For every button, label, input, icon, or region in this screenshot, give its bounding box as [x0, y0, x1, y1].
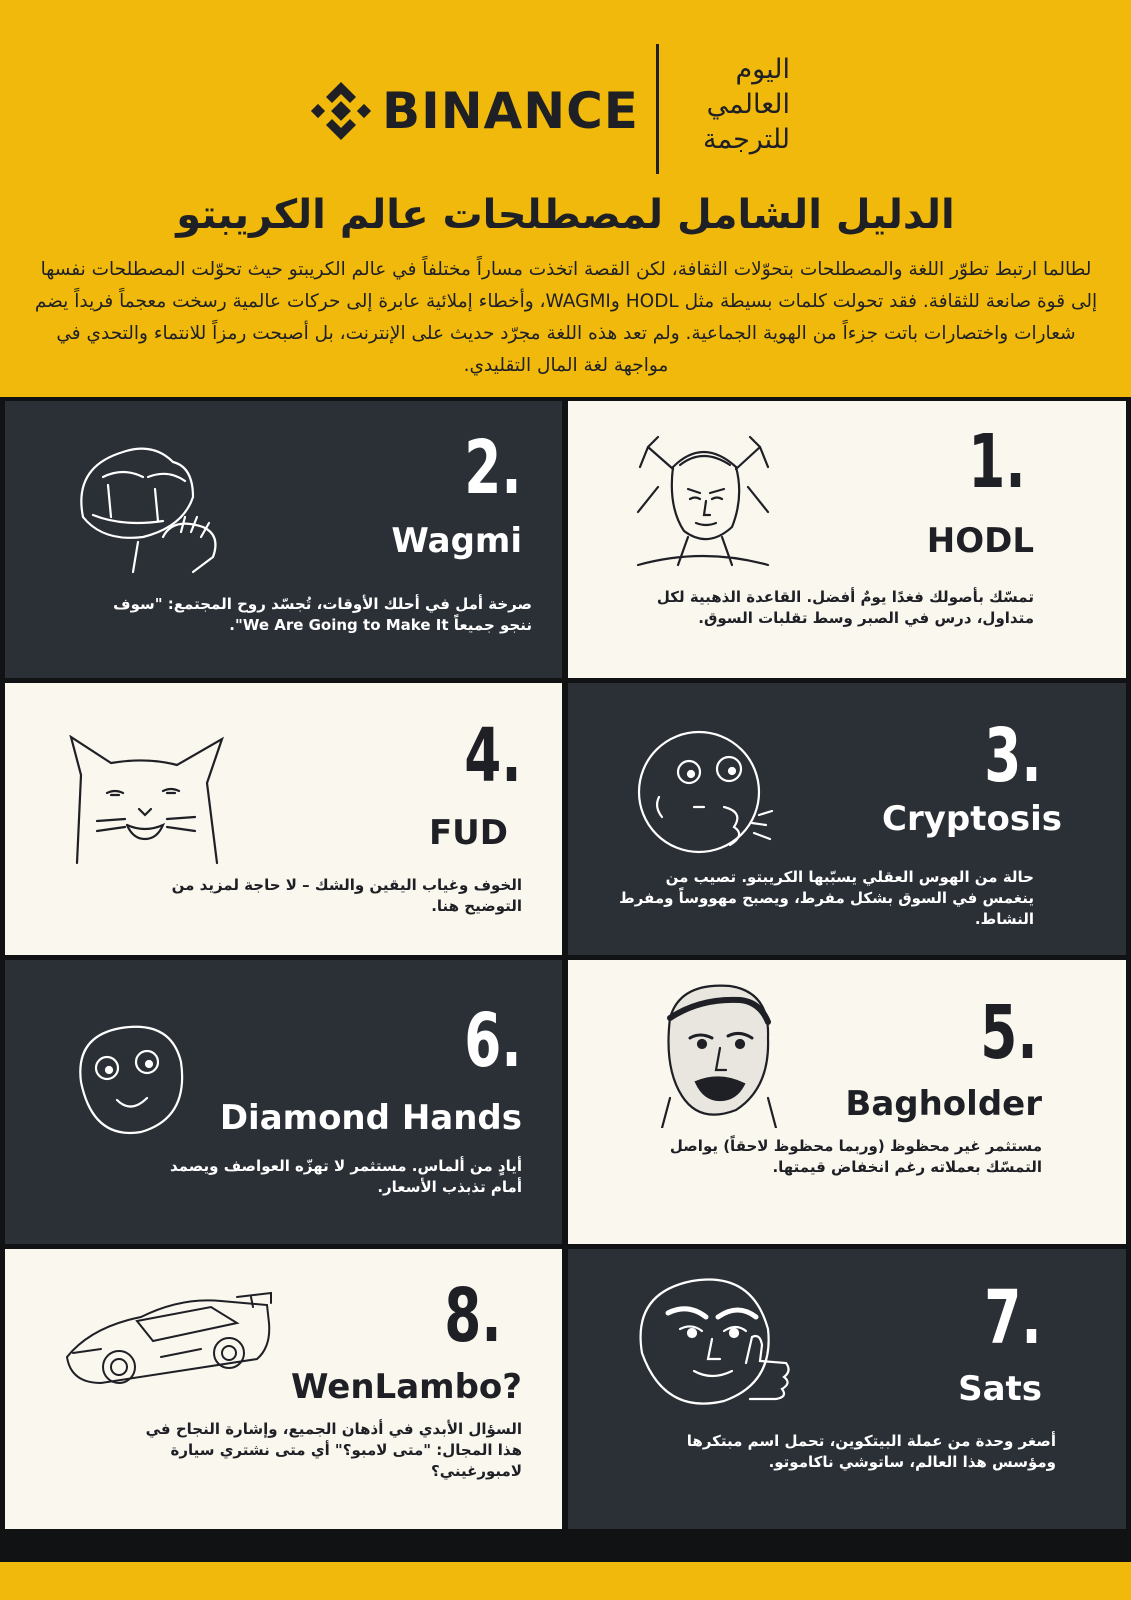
card-number: 2.: [464, 425, 522, 511]
smiling-blob-icon: [71, 1022, 191, 1140]
term-card-wenlambo: [5, 1249, 562, 1529]
card-term: Cryptosis: [882, 799, 1062, 839]
card-description: صرخة أمل في أحلك الأوقات، تُجسّد روح المجتمع: "سوف ننجو جميعاً We Are Going to Make It".: [113, 595, 532, 634]
binance-logo: [308, 78, 639, 144]
header: [0, 0, 1131, 396]
sports-car-icon: [61, 1287, 275, 1395]
term-card-hodl: [568, 401, 1126, 678]
footer-bar: [0, 1562, 1131, 1600]
event-line: العالمي: [706, 89, 790, 120]
yao-ming-face-icon: [640, 978, 800, 1128]
card-description: تمسّك بأصولك فغدًا يومٌ أفضل. القاعدة الذهبية لكل متداول، درس في الصبر وسط تقلبات السوق.: [656, 588, 1034, 627]
term-card-wagmi: [5, 401, 562, 678]
card-term: Sats: [958, 1369, 1042, 1409]
card-description: حالة من الهوس العقلي يسبّبها الكريبتو. تصيب من ينغمس في السوق بشكل مفرط، ويصبح مهووساً ومفرط النشاط.: [619, 868, 1034, 928]
card-term: FUD: [428, 813, 508, 853]
event-line: للترجمة: [703, 124, 790, 155]
stressed-man-icon: [618, 427, 788, 567]
card-description: أصغر وحدة من عملة البيتكوين، تحمل اسم مبتكرها ومؤسس هذا العالم، ساتوشي ناكاموتو.: [686, 1432, 1056, 1471]
term-card-diamond-hands: [5, 960, 562, 1244]
event-line: اليوم: [735, 54, 790, 85]
term-card-fud: [5, 683, 562, 955]
event-name: [690, 52, 790, 157]
thumbs-up-face-icon: [628, 1273, 798, 1417]
terms-grid: [0, 397, 1131, 1562]
card-term: WenLambo?: [290, 1367, 522, 1407]
card-term: HODL: [926, 521, 1034, 561]
card-description: مستثمر غير محظوظ (وربما محظوظ لاحقاً) يواصل التمسّك بعملاته رغم انخفاض قيمتها.: [669, 1137, 1042, 1176]
card-description: الخوف وغياب اليقين والشك – لا حاجة لمزيد من التوضيح هنا.: [171, 876, 522, 915]
card-number: 1.: [968, 419, 1026, 505]
card-term: Diamond Hands: [219, 1098, 522, 1138]
card-number: 4.: [464, 713, 522, 799]
card-number: 5.: [980, 990, 1038, 1076]
page-title: الدليل الشامل لمصطلحات عالم الكريبتو: [176, 192, 955, 238]
card-number: 8.: [444, 1273, 502, 1359]
card-number: 6.: [464, 998, 522, 1084]
header-divider: [656, 44, 659, 174]
term-card-sats: [568, 1249, 1126, 1529]
card-number: 7.: [984, 1275, 1042, 1361]
crying-frog-icon: [63, 437, 233, 577]
intro-paragraph: لطالما ارتبط تطوّر اللغة والمصطلحات بتحوّلات الثقافة، لكن القصة اتخذت مساراً مختلفاً في عالم الكريبتو حيث تحوّلت المصطلحات نفسها إلى قوة صانعة للثقافة. فقد تحولت كلمات بسيطة مثل HODL وWAGMI، وأخطاء إملائية عابرة إلى حركات عالمية رسخت معجماً فريداً يضم شعارات واختصارات باتت جزءاً من الهوية الجماعية. ولم تعد هذه اللغة مجرّد حديث على الإنترنت، بل أصبحت رمزاً للانتماء والتحدي في مواجهة لغة المال التقليدي.: [34, 259, 1098, 376]
card-number: 3.: [984, 713, 1042, 799]
term-card-cryptosis: [568, 683, 1126, 955]
card-term: Bagholder: [845, 1084, 1042, 1124]
puffing-face-icon: [634, 727, 804, 867]
card-description: السؤال الأبدي في أذهان الجميع، وإشارة النجاح في هذا المجال: "متى لامبو؟" أي متى نشتري سيارة لامبورغيني؟: [145, 1420, 522, 1480]
term-card-bagholder: [568, 960, 1126, 1244]
card-term: Wagmi: [391, 521, 522, 561]
binance-diamond-icon: [308, 78, 374, 144]
card-description: أيادٍ من ألماس. مستثمر لا تهزّه العواصف ويصمد أمام تذبذب الأسعار.: [170, 1157, 522, 1196]
cat-icon: [67, 735, 227, 865]
brand-name: BINANCE: [382, 82, 639, 140]
